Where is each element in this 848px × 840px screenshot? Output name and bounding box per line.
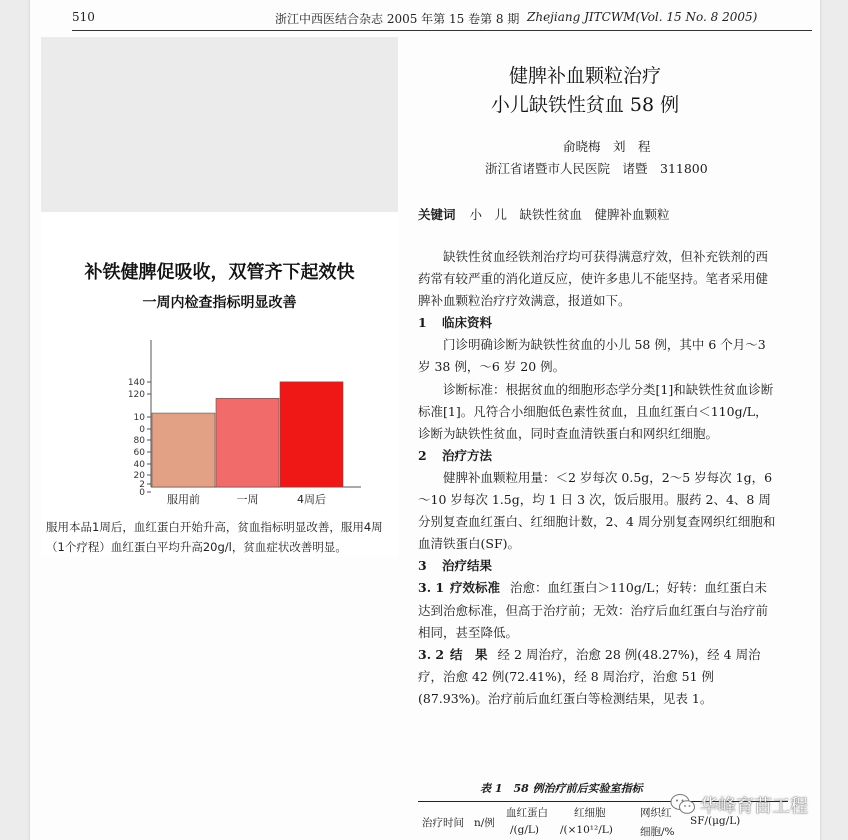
journal-name-en: Zhejiang JITCWM(Vol. 15 No. 8 2005) <box>527 10 758 24</box>
table-col-hb-2: /(g/L) <box>510 824 539 836</box>
intro-paragraph: 缺铁性贫血经铁剂治疗均可获得满意疗效，但补充铁剂的西药常有较严重的消化道反应，使许多患儿不能坚持。笔者采用健脾补血颗粒治疗疗效满意，报道如下。 <box>418 249 769 309</box>
y-tick-label: 2 <box>139 480 145 490</box>
subsection-head: 疗效标准 <box>450 580 501 596</box>
table-col-rbc-2: /(×10¹²/L) <box>560 824 613 836</box>
bar-0 <box>152 413 215 487</box>
subsection-3-2 <box>418 644 776 710</box>
watermark <box>670 790 830 818</box>
section-number: 3 <box>418 558 427 574</box>
subsection-number: 3. 2 <box>418 646 445 662</box>
section-title: 治疗方法 <box>442 447 493 463</box>
page-number: 510 <box>72 10 95 24</box>
paragraph-diagnosis: 诊断标准：根据贫血的细胞形态学分类[1]和缺铁性贫血诊断标准[1]。凡符合小细胞低色素性贫血，且血红蛋白＜110g/L，诊断为缺铁性贫血，同时查血清铁蛋白和网织红细胞。 <box>418 381 774 441</box>
section-number: 1 <box>418 315 427 331</box>
promo-subtitle: 一周内检查指标明显改善 <box>142 295 297 311</box>
bar-1 <box>216 398 279 487</box>
hemoglobin-bar-chart <box>41 332 398 512</box>
bar-2 <box>280 382 343 487</box>
header-rule <box>72 30 812 31</box>
table-col-sf: SF/(μg/L) <box>690 815 741 827</box>
paragraph-dosage: 健脾补血颗粒用量：＜2 岁每次 0.5g，2～5 岁每次 1g，6～10 岁每次 1.5g，均 1 日 3 次，饭后服用。服药 2、4、8 周分别复查血红蛋白、红细胞计数，2、4 周分别复查网织红细胞和血清铁蛋白(SF)。 <box>418 469 776 552</box>
promo-card <box>41 212 398 557</box>
image-placeholder-panel <box>41 37 398 212</box>
watermark-text: 华峰育苗工程 <box>700 796 808 817</box>
x-category-label: 服用前 <box>167 493 200 506</box>
article-title <box>470 62 700 120</box>
y-tick-label: 120 <box>127 390 145 400</box>
keywords-text: 小 儿 缺铁性贫血 健脾补血颗粒 <box>469 207 670 222</box>
table-col-time: 治疗时间 <box>422 817 464 829</box>
table-col-hb-1: 血红蛋白 <box>506 807 548 819</box>
section-heading-3 <box>418 555 776 577</box>
section-title: 治疗结果 <box>442 558 493 574</box>
y-tick-label: 80 <box>133 436 145 446</box>
subsection-text: 经 2 周治疗，治愈 28 例(48.27%)，经 4 周治疗，治愈 42 例(72.41%)，经 8 周治疗，治愈 51 例(87.93%)。治疗前后血红蛋白等检测结果，见表 1。 <box>418 646 761 706</box>
paragraph-cases: 门诊明确诊断为缺铁性贫血的小儿 58 例，其中 6 个月～3 岁 38 例，～6 岁 20 例。 <box>418 337 766 375</box>
section-title: 临床资料 <box>442 315 493 331</box>
article-authors: 俞晓梅 刘 程 <box>563 139 651 154</box>
keywords-label: 关键词 <box>418 207 456 222</box>
chart-x-labels <box>167 492 326 506</box>
subsection-text: 治愈：血红蛋白＞110g/L；好转：血红蛋白未达到治愈标准，但高于治疗前；无效：治疗后血红蛋白与治疗前相同，甚至降低。 <box>418 580 769 640</box>
section-number: 2 <box>418 447 427 463</box>
journal-page <box>30 0 820 840</box>
article-body <box>418 246 776 710</box>
article-keywords <box>418 205 670 223</box>
x-category-label: 4周后 <box>297 493 326 506</box>
article-affiliation: 浙江省诸暨市人民医院 诸暨 311800 <box>485 161 708 176</box>
section-heading-2 <box>418 445 776 467</box>
y-tick-label: 60 <box>133 448 145 458</box>
wechat-icon <box>670 792 696 816</box>
table-col-rbc-1: 红细胞 <box>574 807 606 819</box>
promo-caption: 服用本品1周后，血红蛋白开始升高，贫血指标明显改善，服用4周（1个疗程）血红蛋白平均升高20g/l，贫血症状改善明显。 <box>46 520 383 554</box>
chart-ticks <box>128 378 151 498</box>
table-col-n: n/例 <box>474 817 495 829</box>
y-tick-label: 20 <box>133 471 145 481</box>
y-tick-label: 0 <box>139 488 145 498</box>
y-tick-label: 40 <box>133 460 145 470</box>
section-heading-1 <box>418 312 776 334</box>
article-title-line-1: 健脾补血颗粒治疗 <box>508 65 661 87</box>
article-title-line-2: 小儿缺铁性贫血 58 例 <box>490 94 680 116</box>
y-tick-label: 10 <box>133 413 145 423</box>
y-tick-label: 0 <box>139 425 145 435</box>
subsection-number: 3. 1 <box>418 580 445 596</box>
table-col-ret-2: 细胞/% <box>640 826 675 838</box>
subsection-head: 结 果 <box>450 646 488 662</box>
table-caption: 表 1 58 例治疗前后实验室指标 <box>480 782 643 795</box>
chart-bars <box>152 382 343 487</box>
y-tick-label: 140 <box>127 378 145 388</box>
journal-name-cn: 浙江中西医结合杂志 2005 年第 15 卷第 8 期 <box>275 12 520 26</box>
x-category-label: 一周 <box>236 493 259 506</box>
table-col-ret-1: 网织红 <box>640 807 672 819</box>
subsection-3-1 <box>418 577 776 643</box>
promo-title: 补铁健脾促吸收，双管齐下起效快 <box>84 262 355 283</box>
